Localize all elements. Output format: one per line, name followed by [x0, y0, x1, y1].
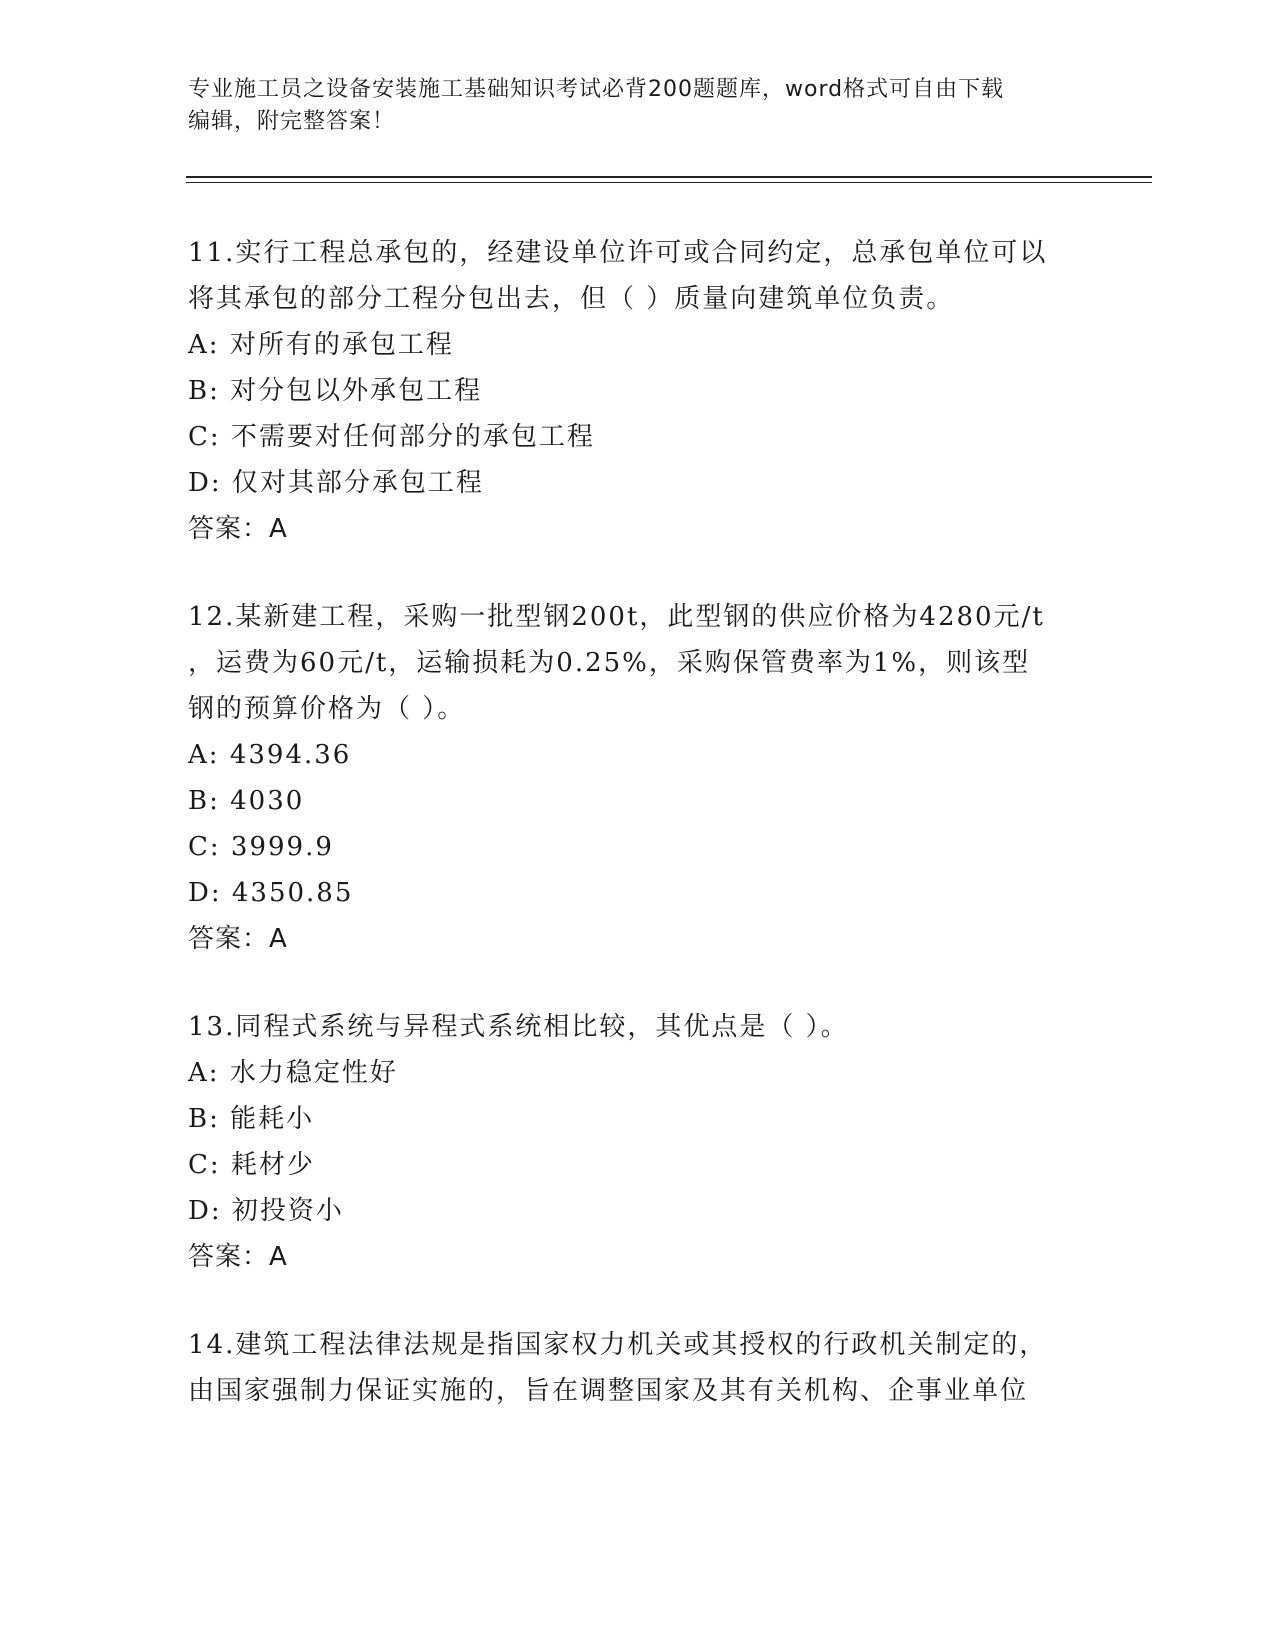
question-stem — [188, 1322, 1088, 1414]
option-label: B: — [188, 1104, 220, 1134]
header-divider-thick — [186, 176, 1152, 178]
answer-value: A — [269, 1242, 288, 1272]
option-label: C: — [188, 422, 221, 452]
header-line-2: 编辑，附完整答案！ — [188, 109, 396, 134]
answer-line — [188, 916, 1088, 962]
answer-label: 答案： — [188, 1242, 270, 1272]
option-text: 4030 — [230, 786, 305, 816]
question-stem — [188, 230, 1088, 322]
question-stem-line: 14.建筑工程法律法规是指国家权力机关或其授权的行政机关制定的， — [188, 1330, 1048, 1360]
option-c — [188, 1142, 1088, 1188]
answer-line — [188, 1234, 1088, 1280]
option-label: D: — [188, 878, 222, 908]
question-stem — [188, 594, 1088, 732]
option-a — [188, 732, 1088, 778]
question-stem-line: 12.某新建工程，采购一批型钢200t，此型钢的供应价格为4280元/t — [188, 602, 1045, 632]
option-text: 对所有的承包工程 — [229, 330, 454, 360]
option-c — [188, 414, 1088, 460]
option-a — [188, 322, 1088, 368]
question-stem — [188, 1004, 1088, 1050]
option-label: A: — [188, 330, 220, 360]
question-stem-line: 由国家强制力保证实施的，旨在调整国家及其有关机构、企事业单位 — [188, 1376, 1029, 1406]
option-text: 4394.36 — [229, 740, 352, 770]
option-b — [188, 1096, 1088, 1142]
option-text: 对分包以外承包工程 — [230, 376, 483, 406]
option-text: 能耗小 — [230, 1104, 315, 1134]
question-stem-line: 13.同程式系统与异程式系统相比较，其优点是（ ）。 — [188, 1012, 849, 1042]
header-line-1: 专业施工员之设备安装施工基础知识考试必背200题题库，word格式可自由下载 — [188, 77, 1005, 102]
question-11 — [188, 230, 1088, 552]
option-label: C: — [188, 1150, 221, 1180]
question-12 — [188, 594, 1088, 962]
option-text: 仅对其部分承包工程 — [231, 468, 484, 498]
option-text: 不需要对任何部分的承包工程 — [230, 422, 595, 452]
option-text: 水力稳定性好 — [229, 1058, 398, 1088]
option-text: 耗材少 — [230, 1150, 315, 1180]
option-label: B: — [188, 376, 220, 406]
question-stem-line: 将其承包的部分工程分包出去，但（ ）质量向建筑单位负责。 — [188, 284, 955, 314]
option-label: D: — [188, 468, 222, 498]
option-text: 3999.9 — [230, 832, 334, 862]
header-divider-thin — [186, 182, 1152, 183]
answer-value: A — [269, 514, 288, 544]
document-header — [188, 74, 1068, 138]
question-14 — [188, 1322, 1088, 1414]
option-label: B: — [188, 786, 220, 816]
answer-value: A — [269, 924, 288, 954]
option-b — [188, 368, 1088, 414]
question-stem-line: 钢的预算价格为（ ）。 — [188, 694, 466, 724]
option-text: 初投资小 — [231, 1196, 344, 1226]
option-a — [188, 1050, 1088, 1096]
option-d — [188, 1188, 1088, 1234]
option-text: 4350.85 — [231, 878, 354, 908]
option-label: A: — [188, 1058, 220, 1088]
option-b — [188, 778, 1088, 824]
question-stem-line: ，运费为60元/t，运输损耗为0.25%，采购保管费率为1%，则该型 — [188, 648, 1031, 678]
answer-label: 答案： — [188, 924, 270, 954]
option-label: A: — [188, 740, 220, 770]
question-13 — [188, 1004, 1088, 1280]
option-label: D: — [188, 1196, 222, 1226]
answer-label: 答案： — [188, 514, 270, 544]
option-d — [188, 870, 1088, 916]
option-d — [188, 460, 1088, 506]
option-label: C: — [188, 832, 221, 862]
question-stem-line: 11.实行工程总承包的，经建设单位许可或合同约定，总承包单位可以 — [188, 238, 1048, 268]
answer-line — [188, 506, 1088, 552]
option-c — [188, 824, 1088, 870]
